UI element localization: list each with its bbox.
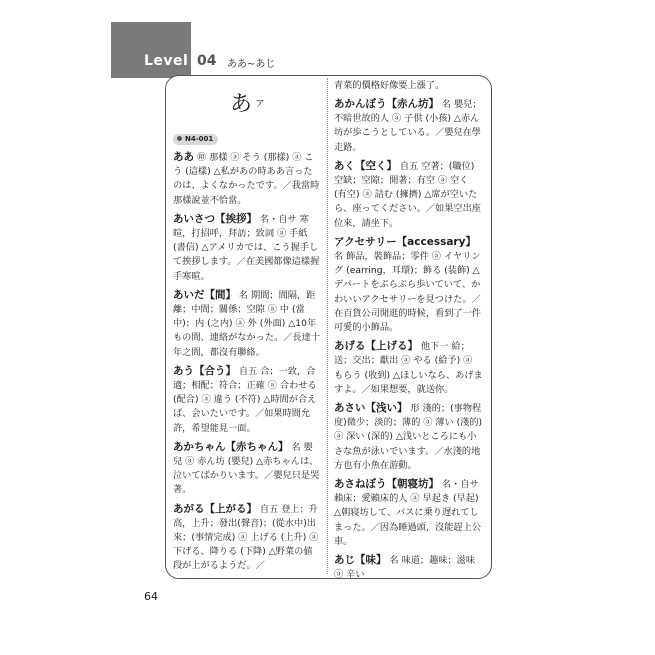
badge-label: N4-001: [185, 135, 214, 143]
entry-body: 名 期間；間隔，距離；中間；關係；空隙 ⓐ 中 (當中)；内 (之内) ⓐ 外 (外面) △10年もの間、連絡がなかった。／長達十年之間，都沒有聯絡。: [173, 289, 320, 358]
level-label: Level: [144, 53, 189, 69]
entry-body: 名 嬰兒；不暗世故的人 ⓐ 子供 (小孩) △赤ん坊が歩こうとしている。／嬰兒在學走路。: [334, 99, 482, 153]
entry-body: 他下一 給；送；交出；獻出 ⓐ やる (給予) ⓐ もらう (收到) △ほしいなら、あげますよ。／如果想要，就送你。: [334, 341, 483, 395]
entry-body: 名 嬰兒 ⓐ 赤ん坊 (嬰兒) △赤ちゃんは、泣いてばかりいます。／嬰兒只是哭著。: [173, 441, 320, 496]
entry-body: 名・自サ 賴床；愛賴床的人 ⓐ 早起き (早起) △朝寝坊して、バスに乗り遅れてしまった。／因為睡過頭，沒能趕上公車。: [334, 479, 481, 547]
section-kana-small: ァ: [254, 95, 267, 109]
entry: [334, 339, 483, 397]
entry-body: 自五 合；一致，合適；相配；符合；正確 ⓐ 合わせる (配合) ⓐ 違う (不符) △時間が合えば、会いたいです。／如果時間允許，希望能見一面。: [173, 365, 317, 434]
entry-headword: あかんぼう【赤ん坊】: [334, 98, 439, 110]
entry-headword: あがる【上がる】: [173, 502, 257, 515]
entry: [334, 553, 483, 582]
level-number: 04: [197, 53, 217, 69]
entry-headword: あう【合う】: [173, 364, 236, 377]
page-number: 64: [144, 590, 158, 603]
entry-body: 形 淺的；(事物程度)微少；淡的；薄的 ⓐ 薄い (淺的) ⓐ 深い (深的) △浅いところにも小さな魚が泳いでいます。／水淺的地方也有小魚在游動。: [334, 403, 483, 471]
entry: [173, 212, 321, 284]
entry: [334, 235, 483, 335]
entry-body: 名・自サ 寒暄，打招呼，拜訪；致詞 ⓐ 手紙 (書信) △アメリカでは、こう握手して挨拶します。／在美國都像這樣握手寒暄。: [173, 213, 320, 282]
entry: [334, 477, 483, 549]
entry: [334, 97, 483, 155]
entry-body: ㊞ 那樣 ⓐ そう (那樣) ⓐ こう (這樣) △私があの時ああ言ったのは、よくなかったです。／我當時那樣說並不恰當。: [173, 152, 320, 206]
left-column: [173, 150, 321, 578]
entry-headword: アクセサリー【accessary】: [334, 235, 476, 248]
entry-headword: ああ: [173, 151, 194, 163]
entry-body: 名 味道；趣味；滋味 ⓐ 辛い: [334, 555, 476, 581]
entry: [173, 502, 321, 574]
entry-headword: あじ【味】: [334, 554, 387, 567]
entry-headword: あく【空く】: [334, 159, 397, 172]
entry-body: 自五 登上；升高，上升；發出(聲音)；(從水中)出來；(事情完成) ⓐ 上げる (上升) ⓐ 下げる、降りる (下降) △野菜の値段が上がるようだ。／: [173, 503, 319, 572]
entry-headword: あさい【浅い】: [334, 402, 408, 415]
entry: [173, 364, 321, 436]
entry: [173, 150, 321, 208]
entry: [173, 288, 321, 360]
column-divider: [327, 78, 328, 574]
entry-headword: あいさつ【挨拶】: [173, 212, 257, 225]
entry-headword: あかちゃん【赤ちゃん】: [173, 440, 289, 453]
entry: [334, 159, 483, 231]
entry-headword: あいだ【間】: [173, 288, 236, 301]
right-column: [334, 97, 483, 587]
entry: [334, 401, 483, 473]
continued-translation: 青菜的價格好像要上漲了。: [334, 80, 445, 91]
entry-headword: あげる【上げる】: [334, 340, 418, 353]
level-badge: [173, 134, 218, 145]
level-range: ああ~あじ: [227, 59, 276, 70]
entry-headword: あさねぼう【朝寝坊】: [334, 478, 439, 491]
section-kana-title: あ: [230, 92, 253, 117]
level-banner: [111, 22, 191, 78]
entry-body: 自五 空著；(職位)空缺；空隙；閒著；有空 ⓐ 空く (有空) ⓐ 詰む (擁擠) △席が空いたら、座ってください。／如果空出座位來，請坐下。: [334, 160, 481, 229]
entry: [173, 440, 321, 498]
entry-body: 名 飾品，裝飾品；零件 ⓐ イヤリング (earring，耳環)；飾る (装飾) △デパートをぶらぶら歩いていて、かわいいアクセサリーを見つけた。／在百貨公司閒逛的時候，看到了一件可愛的小飾品。: [334, 251, 481, 334]
badge-dot-icon: [177, 136, 182, 141]
